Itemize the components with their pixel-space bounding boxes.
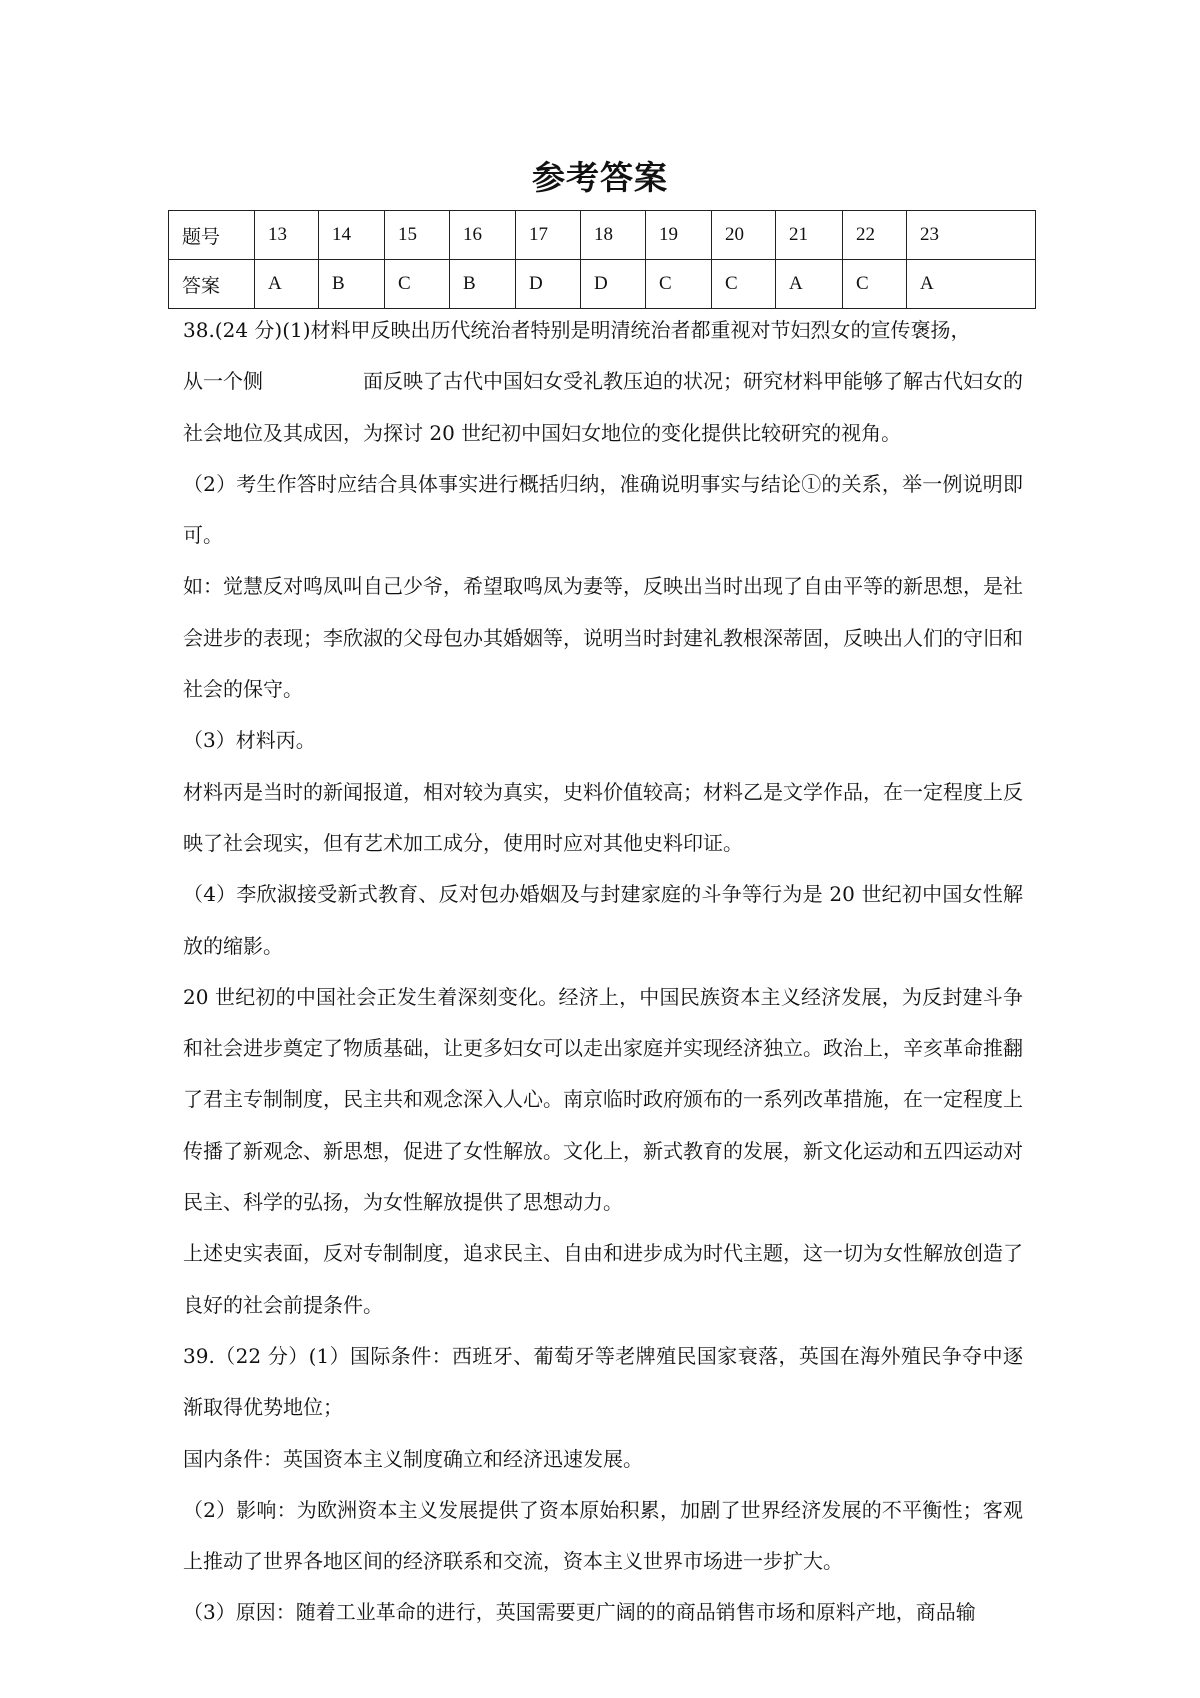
q39-part1-international: 39.（22 分）(1）国际条件：西班牙、葡萄牙等老牌殖民国家衰落，英国在海外殖民争夺中逐渐取得优势地位； <box>183 1343 1023 1420</box>
row-label-number: 题号 <box>169 211 255 260</box>
q38-part2: （2）考生作答时应结合具体事实进行概括归纳，准确说明事实与结论①的关系，举一例说明即可。 <box>183 471 1023 548</box>
answer-cell: A <box>907 260 1036 309</box>
q38-part1-rest <box>183 356 1023 459</box>
question-number-row <box>169 211 1036 260</box>
question-number: 15 <box>385 211 450 260</box>
q38-part1-line2-start: 从一个侧 <box>183 369 263 394</box>
question-number: 21 <box>776 211 843 260</box>
q38-part3: （3）材料丙。 <box>183 728 316 753</box>
row-label-answer: 答案 <box>169 260 255 309</box>
answer-cell: C <box>712 260 776 309</box>
answer-row <box>169 260 1036 309</box>
answer-table <box>168 210 1036 309</box>
answer-cell: C <box>385 260 450 309</box>
question-number: 18 <box>581 211 646 260</box>
answer-cell: A <box>255 260 319 309</box>
question-number: 23 <box>907 211 1036 260</box>
q38-part3-explanation: 材料丙是当时的新闻报道，相对较为真实，史料价值较高；材料乙是文学作品，在一定程度上反映了社会现实，但有艺术加工成分，使用时应对其他史料印证。 <box>183 779 1023 855</box>
question-number: 17 <box>516 211 581 260</box>
question-number: 13 <box>255 211 319 260</box>
answer-cell: D <box>581 260 646 309</box>
answer-cell: D <box>516 260 581 309</box>
q38-part4-conclusion: 上述史实表面，反对专制制度，追求民主、自由和进步成为时代主题，这一切为女性解放创造了良好的社会前提条件。 <box>183 1241 1023 1317</box>
q39-part3: （3）原因：随着工业革命的进行，英国需要更广阔的的商品销售市场和原料产地，商品输 <box>183 1600 976 1625</box>
answer-cell: C <box>646 260 712 309</box>
q38-part4-background: 20 世纪初的中国社会正发生着深刻变化。经济上，中国民族资本主义经济发展，为反封建斗争和社会进步奠定了物质基础，让更多妇女可以走出家庭并实现经济独立。政治上，辛亥革命推翻了君主专制制度，民主共和观念深入人心。南京临时政府颁布的一系列改革措施，在一定程度上传播了新观念、新思想，促进了女性解放。文化上，新式教育的发展，新文化运动和五四运动对民主、科学的弘扬，为女性解放提供了思想动力。 <box>183 984 1023 1215</box>
question-number: 19 <box>646 211 712 260</box>
answer-cell: A <box>776 260 843 309</box>
question-number: 14 <box>319 211 385 260</box>
q38-part1-line2-end: 面反映了古代中国妇女受礼教压迫的状况；研究材料甲能够了解古代妇女的社会地位及其成因，为探讨 20 世纪初中国妇女地位的变化提供比较研究的视角。 <box>183 369 1023 445</box>
q38-part1-line1: 38.(24 分)(1)材料甲反映出历代统治者特别是明清统治者都重视对节妇烈女的宣传褒扬， <box>183 318 971 342</box>
answer-body <box>183 305 1023 1639</box>
q39-part2: （2）影响：为欧洲资本主义发展提供了资本原始积累，加剧了世界经济发展的不平衡性；客观上推动了世界各地区间的经济联系和交流，资本主义世界市场进一步扩大。 <box>183 1497 1023 1574</box>
question-number: 16 <box>450 211 516 260</box>
q38-part2-example: 如：觉慧反对鸣凤叫自己少爷，希望取鸣凤为妻等，反映出当时出现了自由平等的新思想，是社会进步的表现；李欣淑的父母包办其婚姻等，说明当时封建礼教根深蒂固，反映出人们的守旧和社会的保守。 <box>183 574 1023 702</box>
answer-cell: B <box>319 260 385 309</box>
page-title: 参考答案 <box>532 158 668 197</box>
question-number: 20 <box>712 211 776 260</box>
answer-cell: B <box>450 260 516 309</box>
answer-cell: C <box>843 260 907 309</box>
question-number: 22 <box>843 211 907 260</box>
q39-part1-domestic: 国内条件：英国资本主义制度确立和经济迅速发展。 <box>183 1446 643 1471</box>
q38-part4: （4）李欣淑接受新式教育、反对包办婚姻及与封建家庭的斗争等行为是 20 世纪初中国女性解放的缩影。 <box>183 882 1023 958</box>
